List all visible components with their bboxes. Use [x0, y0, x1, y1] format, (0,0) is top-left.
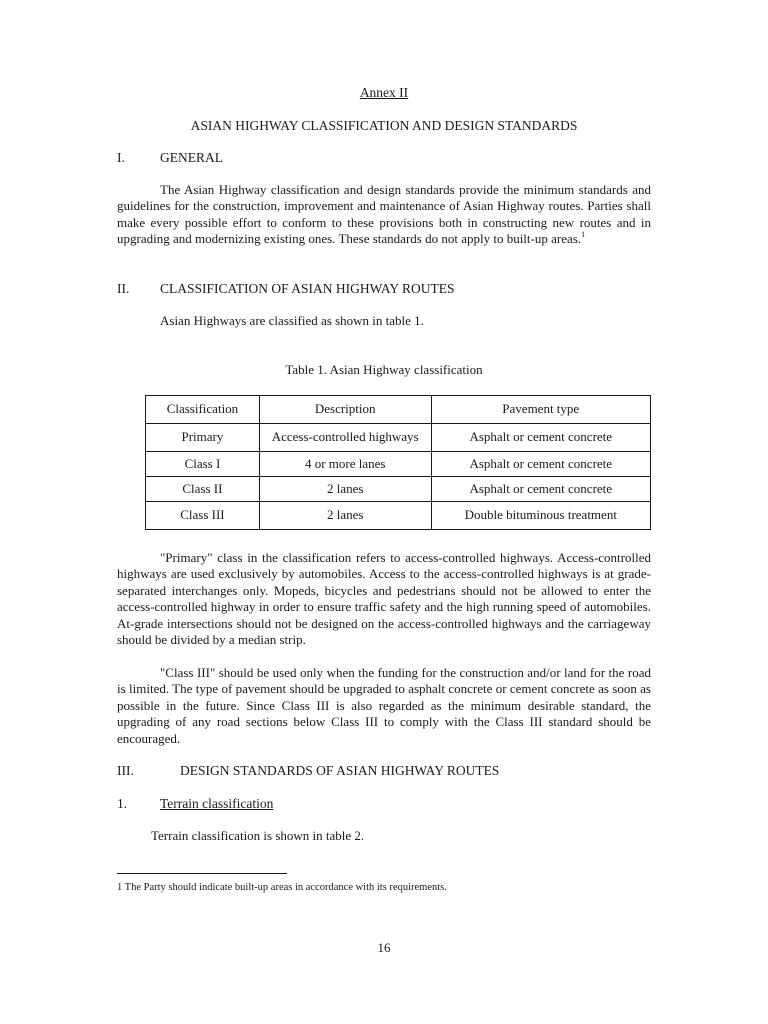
table-cell: 2 lanes: [259, 477, 431, 502]
section-heading-classification: [117, 281, 651, 298]
table-header-row: [146, 396, 651, 424]
section-title: CLASSIFICATION OF ASIAN HIGHWAY ROUTES: [160, 281, 455, 296]
table-cell: Class III: [146, 502, 260, 530]
table-cell: 2 lanes: [259, 502, 431, 530]
table-header-cell: Description: [259, 396, 431, 424]
table-row: [146, 424, 651, 452]
section-heading-general: [117, 150, 651, 167]
section-title: DESIGN STANDARDS OF ASIAN HIGHWAY ROUTES: [180, 763, 500, 778]
annex-label: Annex II: [359, 85, 409, 100]
table-row: [146, 502, 651, 530]
table-cell: Class I: [146, 452, 260, 477]
section-number: II.: [117, 281, 130, 296]
table-cell: Double bituminous treatment: [431, 502, 650, 530]
classification-intro: Asian Highways are classified as shown in table 1.: [160, 313, 424, 328]
footnote-text: 1 The Party should indicate built-up areas in accordance with its requirements.: [117, 882, 447, 893]
subsection-heading-terrain: [117, 796, 651, 813]
footnote-divider: [117, 873, 287, 874]
document-page: [117, 0, 651, 1024]
classification-table: [145, 395, 651, 530]
table-caption: Table 1. Asian Highway classification: [285, 362, 483, 377]
section-number: III.: [117, 763, 134, 778]
footnote-reference[interactable]: 1: [581, 230, 586, 240]
general-paragraph: [117, 182, 651, 248]
class-three-paragraph-text: "Class III" should be used only when the funding for the construction and/or land for the road is limited. The type of pavement should be upgraded to asphalt concrete or cement concrete as soon as possible in the future. Since Class III is also regarded as the minimum desirable standard, the upgrading of any road sections below Class III to comply with the Class III standard should be encouraged.: [117, 665, 651, 746]
table-header-cell: Pavement type: [431, 396, 650, 424]
terrain-intro: Terrain classification is shown in table 2.: [151, 828, 365, 843]
general-paragraph-text: The Asian Highway classification and design standards provide the minimum standards and guidelines for the construction, improvement and maintenance of Asian Highway routes. Parties shall make every possible effort to conform to these provisions both in constructing new routes and in upgrading and modernizing existing ones. These standards do not apply to built-up areas.: [117, 182, 651, 247]
table-cell: Access-controlled highways: [259, 424, 431, 452]
table-cell: Primary: [146, 424, 260, 452]
section-title: GENERAL: [160, 150, 223, 165]
document-title: ASIAN HIGHWAY CLASSIFICATION AND DESIGN STANDARDS: [190, 118, 578, 133]
page-number: 16: [377, 940, 391, 955]
table-cell: Asphalt or cement concrete: [431, 452, 650, 477]
table-cell: Asphalt or cement concrete: [431, 424, 650, 452]
class-three-paragraph: [117, 665, 651, 747]
section-number: I.: [117, 150, 125, 165]
subsection-number: 1.: [117, 796, 128, 811]
primary-class-paragraph: [117, 550, 651, 648]
table-cell: 4 or more lanes: [259, 452, 431, 477]
table-cell: Class II: [146, 477, 260, 502]
section-heading-design-standards: [117, 763, 651, 780]
primary-class-paragraph-text: "Primary" class in the classification refers to access-controlled highways. Access-controlled highways are used exclusively by automobiles. Access to the access-controlled highways is at grade-separated interchanges only. Mopeds, bicycles and pedestrians should not be allowed to enter the access-controlled highway in order to ensure traffic safety and the high running speed of automobiles. At-grade intersections should not be designed on the access-controlled highways and the carriageway should be divided by a median strip.: [117, 550, 651, 648]
table-row: [146, 452, 651, 477]
table-header-cell: Classification: [146, 396, 260, 424]
table-cell: Asphalt or cement concrete: [431, 477, 650, 502]
subsection-title: Terrain classification: [160, 796, 274, 811]
table-row: [146, 477, 651, 502]
